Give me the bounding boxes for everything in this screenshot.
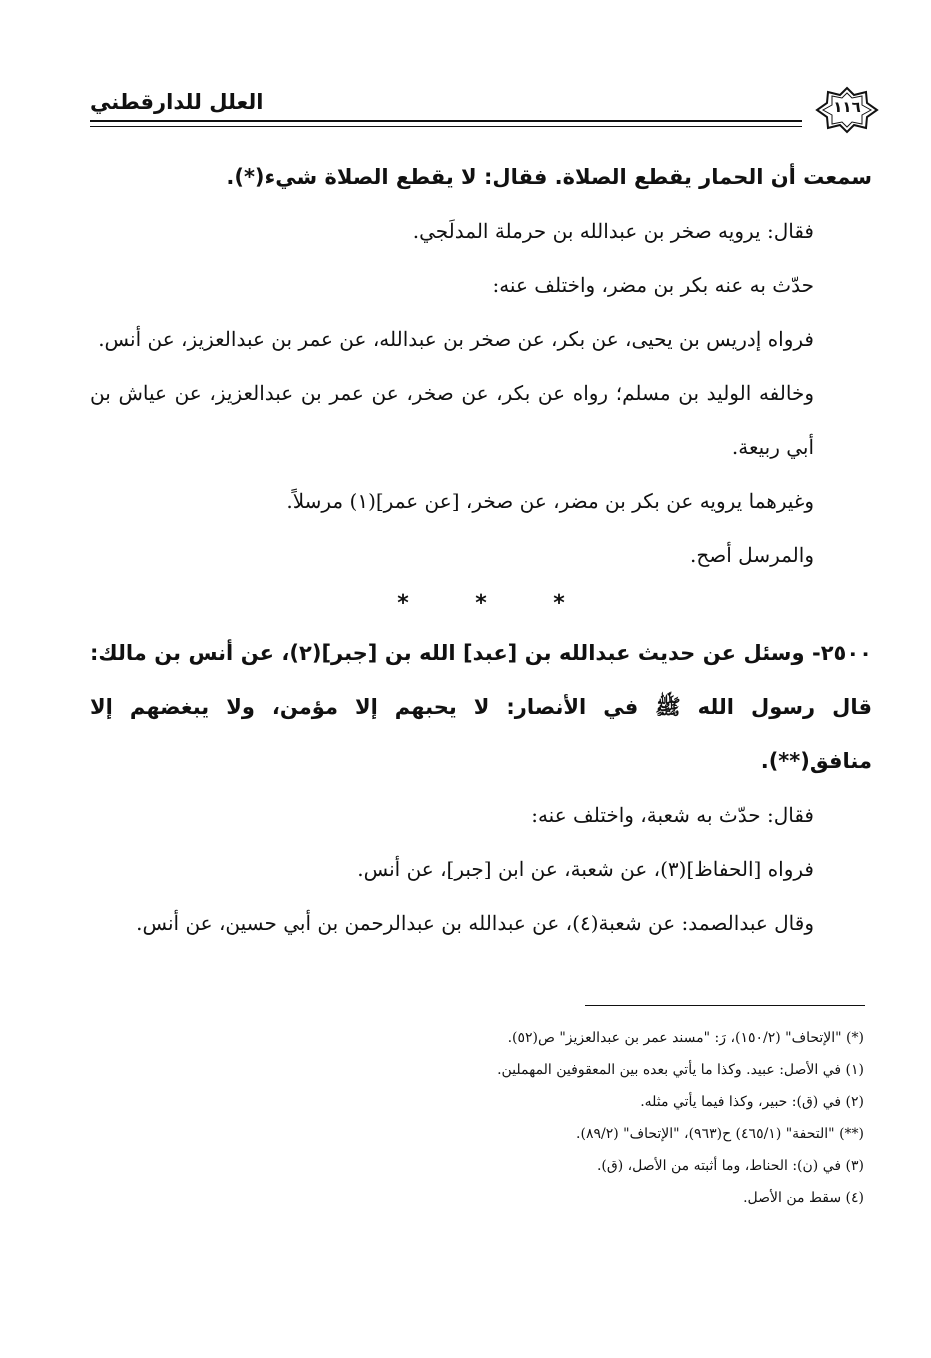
paragraph: والمرسل أصح. xyxy=(690,543,814,567)
page-number-badge xyxy=(814,86,880,134)
book-title: العلل للدارقطني xyxy=(90,90,264,114)
paragraph: وغيرهما يرويه عن بكر بن مضر، عن صخر، [عن عمر](١) مرسلاً. xyxy=(286,489,814,513)
footnote: (**) "التحفة" (٤٦٥/١) ح(٩٦٣)، "الإتحاف" (٨٩/٢). xyxy=(576,1126,864,1142)
running-header xyxy=(90,86,880,134)
paragraph: وقال عبدالصمد: عن شعبة(٤)، عن عبدالله بن عبدالرحمن بن أبي حسين، عن أنس. xyxy=(136,911,814,935)
footnotes xyxy=(200,1022,864,1214)
text-line: سمعت أن الحمار يقطع الصلاة. فقال: لا يقطع الصلاة شيء(*). xyxy=(226,165,872,189)
footnote: (*) "الإتحاف" (١٥٠/٢)، رَ: "مسند عمر بن عبدالعزيز" ص(٥٢). xyxy=(507,1030,864,1046)
paragraph: فرواه [الحفاظ](٣)، عن شعبة، عن ابن [جبر]، عن أنس. xyxy=(357,857,814,881)
footnote: (١) في الأصل: عبيد. وكذا ما يأتي بعده بين المعقوفين المهملين. xyxy=(497,1062,864,1078)
paragraph: فقال: يرويه صخر بن عبدالله بن حرملة المدلَجي. xyxy=(412,219,814,243)
main-text xyxy=(90,150,872,950)
footnote: (٣) في (ن): الحناط، وما أثبته من الأصل، (ق). xyxy=(596,1158,864,1174)
paragraph: حدّث به عنه بكر بن مضر، واختلف عنه: xyxy=(492,273,814,297)
paragraph: وخالفه الوليد بن مسلم؛ رواه عن بكر، عن صخر، عن عمر بن عبدالعزيز، عن عياش بن أبي ربيعة. xyxy=(90,381,814,459)
page-number: ١١٦ xyxy=(833,98,861,116)
paragraph: فرواه إدريس بن يحيى، عن بكر، عن صخر بن عبدالله، عن عمر بن عبدالعزيز، عن أنس. xyxy=(98,327,814,351)
separator-star: * xyxy=(553,591,565,616)
separator-star: * xyxy=(397,591,409,616)
entry-heading: ٢٥٠٠- وسئل عن حديث عبدالله بن [عبد] الله بن [جبر](٢)، عن أنس بن مالك: قال رسول الله ﷺ في الأنصار: لا يحبهم إلا مؤمن، ولا يبغضهم إلا منافق(**). xyxy=(90,641,872,773)
footnote-rule xyxy=(585,1005,865,1006)
header-rule xyxy=(90,120,802,127)
footnote: (٢) في (ق): حبير، وكذا فيما يأتي مثله. xyxy=(640,1094,864,1110)
paragraph: فقال: حدّث به شعبة، واختلف عنه: xyxy=(531,803,814,827)
separator-star: * xyxy=(475,591,487,616)
footnote: (٤) سقط من الأصل. xyxy=(743,1190,864,1206)
section-separator xyxy=(90,582,872,626)
